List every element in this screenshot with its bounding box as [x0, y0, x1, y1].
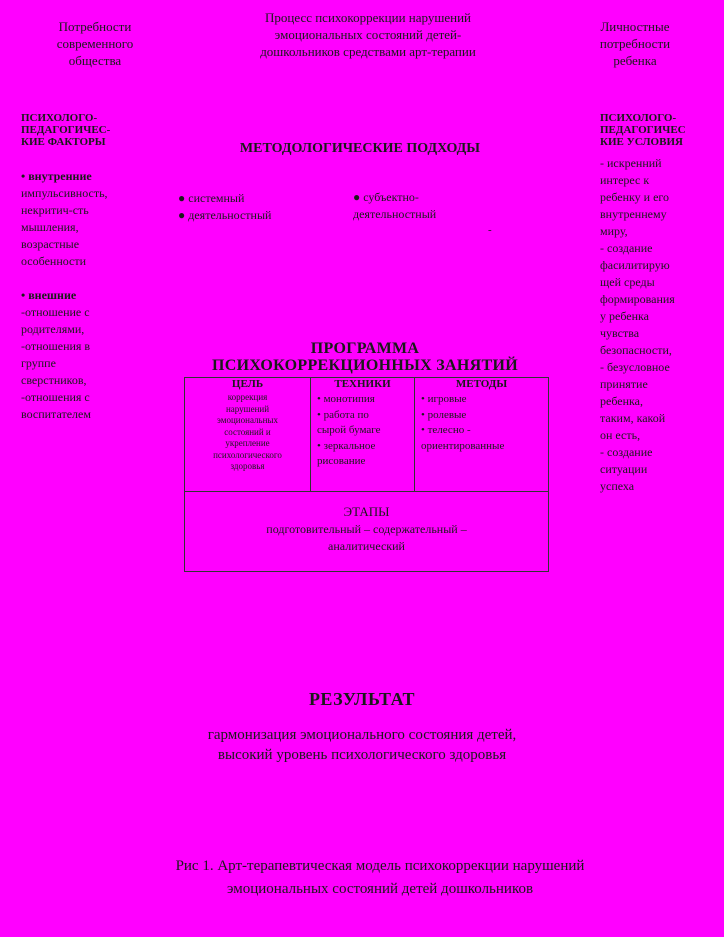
external-factor-item: родителями, [21, 322, 85, 336]
factors-header [21, 112, 161, 148]
factors-column [21, 112, 161, 423]
condition-item: успеха [600, 479, 635, 493]
society-needs-heading [30, 18, 160, 69]
internal-factors-label: • внутренние [21, 169, 92, 183]
child-needs-heading [575, 18, 695, 69]
condition-item: безопасности, [600, 343, 672, 357]
method-item: • ролевые [421, 408, 467, 421]
goal-text-line: состояний и [224, 426, 271, 437]
techniques-cell [311, 378, 415, 491]
stages-text [185, 521, 548, 555]
goal-text-line: коррекция [227, 392, 268, 402]
approaches-list-2 [353, 189, 513, 223]
method-item: • телесно - [421, 424, 471, 436]
goal-text-line: эмоциональных [217, 415, 278, 425]
conditions-header [600, 112, 720, 148]
technique-item: • монотипия [317, 393, 375, 405]
stages-text-line-2: аналитический [328, 539, 405, 553]
technique-item: сырой бумаге [317, 424, 381, 436]
condition-item: таким, какой [600, 411, 666, 425]
goal-text-line: нарушений [225, 403, 270, 414]
result-text-line-2: высокий уровень психологического здоровья [217, 747, 507, 763]
stages-text-line-1: подготовительный – содержательный – [266, 522, 467, 536]
program-table [184, 377, 549, 572]
techniques-list [311, 390, 414, 470]
condition-item: у ребенка [600, 309, 649, 323]
techniques-header: ТЕХНИКИ [334, 378, 391, 390]
condition-item: принятие [600, 377, 648, 391]
program-title-line-2: ПСИХОКОРРЕКЦИОННЫХ ЗАНЯТИЙ [212, 357, 518, 374]
result-title: РЕЗУЛЬТАТ [308, 689, 416, 709]
process-heading-line-2: эмоциональных состояний детей- [274, 27, 462, 42]
child-needs-line-1: Личностные [600, 19, 670, 34]
methods-cell [415, 378, 548, 491]
result-text [120, 725, 604, 765]
condition-item: интерес к [600, 173, 650, 187]
goal-cell [185, 378, 311, 491]
figure-caption [90, 855, 670, 901]
figure-caption-line-1: Рис 1. Арт-терапевтическая модель психокоррекции нарушений [175, 858, 585, 874]
program-title-line-1: ПРОГРАММА [310, 340, 420, 357]
conditions-header-line-1: ПСИХОЛОГО- [600, 112, 677, 124]
approach-subject-activity-line-1: ● субъектно- [353, 190, 419, 204]
internal-factor-item: некритич-сть [21, 203, 89, 217]
external-factor-item: воспитателем [21, 407, 91, 421]
society-needs-line-2: современного [56, 36, 134, 51]
process-heading-line-1: Процесс психокоррекции нарушений [265, 10, 471, 25]
technique-item: рисование [317, 455, 366, 467]
condition-item: щей среды [600, 275, 655, 289]
society-needs-line-3: общества [68, 53, 122, 68]
external-factor-item: группе [21, 356, 56, 370]
goal-text-line: укрепление [225, 438, 270, 448]
goal-text [185, 390, 310, 473]
technique-item: • работа по [317, 408, 369, 421]
internal-factor-item: мышления, [21, 220, 79, 234]
technique-item: • зеркальное [317, 439, 376, 452]
conditions-header-line-3: КИЕ УСЛОВИЯ [600, 136, 683, 148]
factors-header-line-2: ПЕДАГОГИЧЕС- [21, 124, 111, 136]
condition-item: фасилитирую [600, 258, 670, 272]
external-factor-item: -отношения с [21, 390, 90, 404]
approaches-title: МЕТОДОЛОГИЧЕСКИЕ ПОДХОДЫ [239, 141, 481, 156]
process-heading-line-3: дошкольников средствами арт-терапии [260, 44, 476, 59]
society-needs-line-1: Потребности [58, 19, 132, 34]
goal-text-line: здоровья [230, 461, 265, 471]
approach-subject-activity-line-2: деятельностный [353, 207, 437, 221]
child-needs-line-2: потребности [599, 36, 671, 51]
condition-item: ребенку и его [600, 190, 670, 204]
stages-cell [185, 504, 548, 555]
condition-item: - создание [600, 241, 653, 255]
factors-header-line-1: ПСИХОЛОГО- [21, 112, 98, 124]
result-text-line-1: гармонизация эмоционального состояния детей, [207, 727, 517, 743]
conditions-header-line-2: ПЕДАГОГИЧЕС [600, 124, 686, 136]
condition-item: внутреннему [600, 207, 667, 221]
goal-text-line: психологического [213, 449, 282, 460]
approaches-list-1 [178, 190, 338, 224]
condition-item: - безусловное [600, 360, 670, 374]
conditions-column [600, 112, 720, 495]
external-factors-label: • внешние [21, 288, 77, 302]
program-title [180, 340, 550, 374]
child-needs-line-3: ребенка [613, 53, 657, 68]
process-heading [218, 9, 518, 60]
stray-dash: - [488, 224, 492, 236]
figure-caption-line-2: эмоциональных состояний детей дошкольников [226, 881, 534, 897]
internal-factor-item: особенности [21, 254, 87, 268]
external-factor-item: -отношение с [21, 305, 90, 319]
condition-item: ситуации [600, 462, 648, 476]
approach-activity: ● деятельностный [178, 208, 272, 222]
external-factor-item: -отношения в [21, 339, 91, 353]
approach-systemic: ● системный [178, 191, 245, 205]
condition-item: - создание [600, 445, 653, 459]
condition-item: - искренний [600, 156, 662, 170]
condition-item: ребенка, [600, 394, 643, 408]
methods-header: МЕТОДЫ [455, 378, 508, 390]
factors-header-line-3: КИЕ ФАКТОРЫ [21, 136, 106, 148]
condition-item: миру, [600, 224, 628, 238]
goal-header: ЦЕЛЬ [231, 378, 264, 390]
external-factor-item: сверстников, [21, 373, 87, 387]
condition-item: чувства [600, 326, 640, 340]
internal-factor-item: импульсивность, [21, 186, 108, 200]
method-item: • игровые [421, 393, 467, 405]
methods-list [415, 390, 548, 454]
condition-item: он есть, [600, 428, 641, 442]
table-row-divider [185, 491, 548, 492]
internal-factor-item: возрастные [21, 237, 80, 251]
stages-header: ЭТАПЫ [343, 504, 390, 519]
condition-item: формирования [600, 292, 675, 306]
method-item: ориентированные [421, 439, 505, 452]
